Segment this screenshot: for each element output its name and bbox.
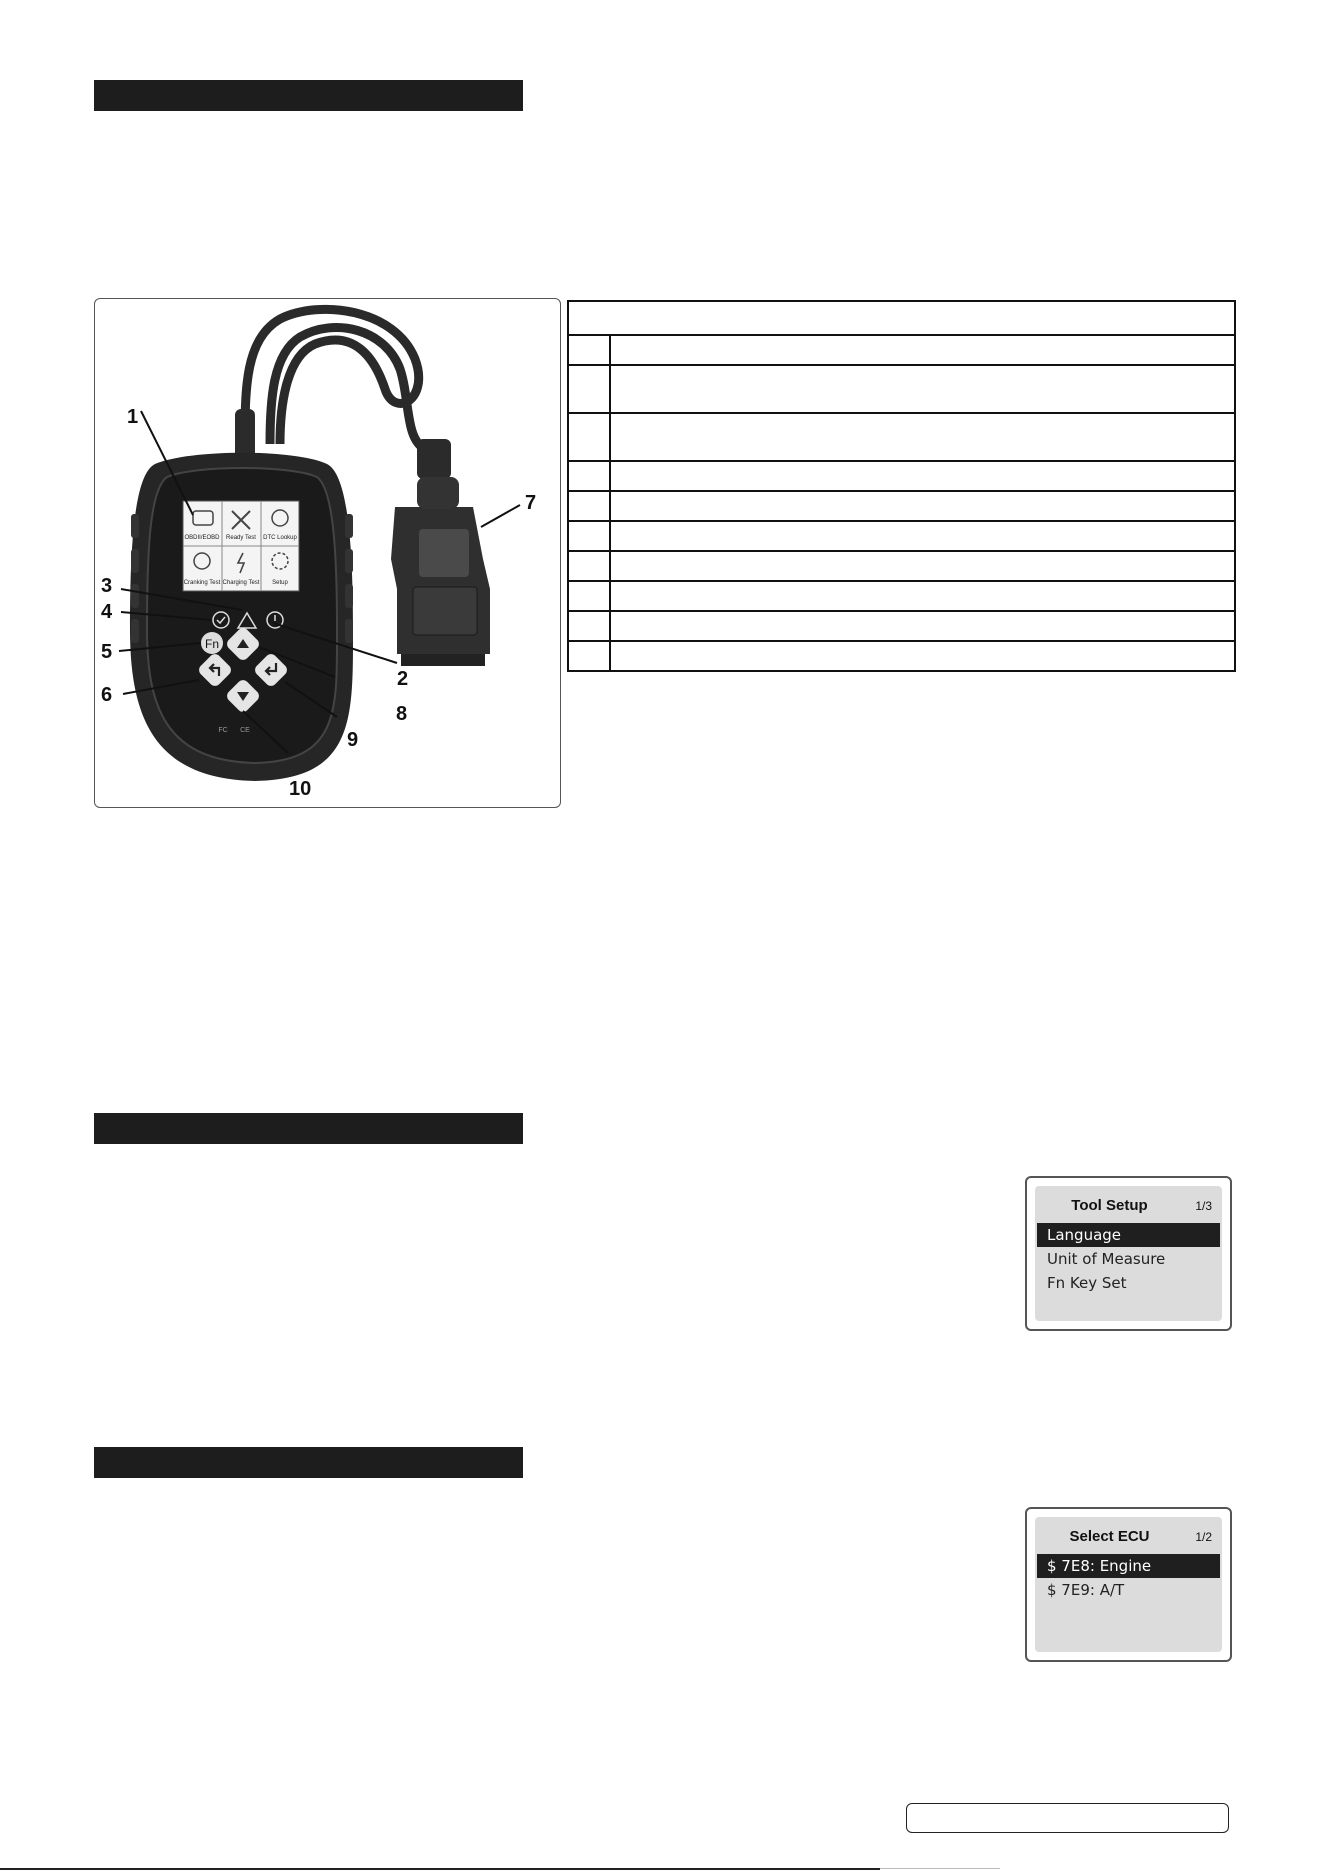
screen-title: Tool Setup <box>1071 1197 1148 1214</box>
device-diagram <box>94 298 561 808</box>
screen-header <box>1035 1197 1222 1221</box>
icon-label: OBDII/EOBD <box>184 535 220 541</box>
screen-display <box>1035 1186 1222 1321</box>
device-screen <box>183 501 299 591</box>
menu-item-ecu-at[interactable]: $ 7E9: A/T <box>1047 1581 1125 1599</box>
ce-mark: CE <box>240 727 250 734</box>
bottom-rule <box>0 1868 880 1870</box>
components-table <box>567 300 1236 672</box>
select-ecu-screen <box>1025 1507 1232 1662</box>
screen-header <box>1035 1528 1222 1552</box>
icon-label: Setup <box>272 580 288 586</box>
callout-5: 5 <box>101 641 113 663</box>
screen-title: Select ECU <box>1069 1528 1150 1545</box>
device-illustration <box>95 299 560 807</box>
table-row <box>568 413 1235 461</box>
menu-item-language[interactable]: Language <box>1037 1223 1220 1247</box>
table-row <box>568 581 1235 611</box>
section-header-bar <box>94 1113 523 1144</box>
callout-2: 2 <box>397 668 409 690</box>
icon-label: DTC Lookup <box>263 535 297 541</box>
section-header-bar <box>94 1447 523 1478</box>
footer-box <box>906 1803 1229 1833</box>
fc-mark: FC <box>218 727 228 734</box>
callout-9: 9 <box>347 729 359 751</box>
table-header-cell <box>568 301 1235 335</box>
callout-10: 10 <box>289 778 312 800</box>
page-indicator: 1/3 <box>1195 1199 1212 1213</box>
table-row <box>568 641 1235 671</box>
callout-4: 4 <box>101 601 113 623</box>
screen-display <box>1035 1517 1222 1652</box>
icon-label: Cranking Test <box>183 580 221 586</box>
table-row <box>568 365 1235 413</box>
table-row <box>568 551 1235 581</box>
callout-8: 8 <box>396 703 408 725</box>
table-header-row <box>568 301 1235 335</box>
menu-item-unit-of-measure[interactable]: Unit of Measure <box>1047 1250 1166 1268</box>
bottom-rule-light <box>880 1868 1000 1869</box>
callout-1: 1 <box>127 406 139 428</box>
fn-key-label: Fn <box>204 637 220 651</box>
icon-label: Ready Test <box>226 535 256 541</box>
page-indicator: 1/2 <box>1195 1530 1212 1544</box>
callout-6: 6 <box>101 684 113 706</box>
menu-item-fn-key-set[interactable]: Fn Key Set <box>1047 1274 1127 1292</box>
callout-7: 7 <box>525 492 537 514</box>
tool-setup-screen <box>1025 1176 1232 1331</box>
callout-3: 3 <box>101 575 113 597</box>
menu-item-ecu-engine[interactable]: $ 7E8: Engine <box>1037 1554 1220 1578</box>
table-row <box>568 521 1235 551</box>
table-row <box>568 611 1235 641</box>
section-header-bar <box>94 80 523 111</box>
table-row <box>568 461 1235 491</box>
obd-connector <box>391 477 490 666</box>
table-row <box>568 491 1235 521</box>
icon-label: Charging Test <box>222 580 260 586</box>
table-row <box>568 335 1235 365</box>
